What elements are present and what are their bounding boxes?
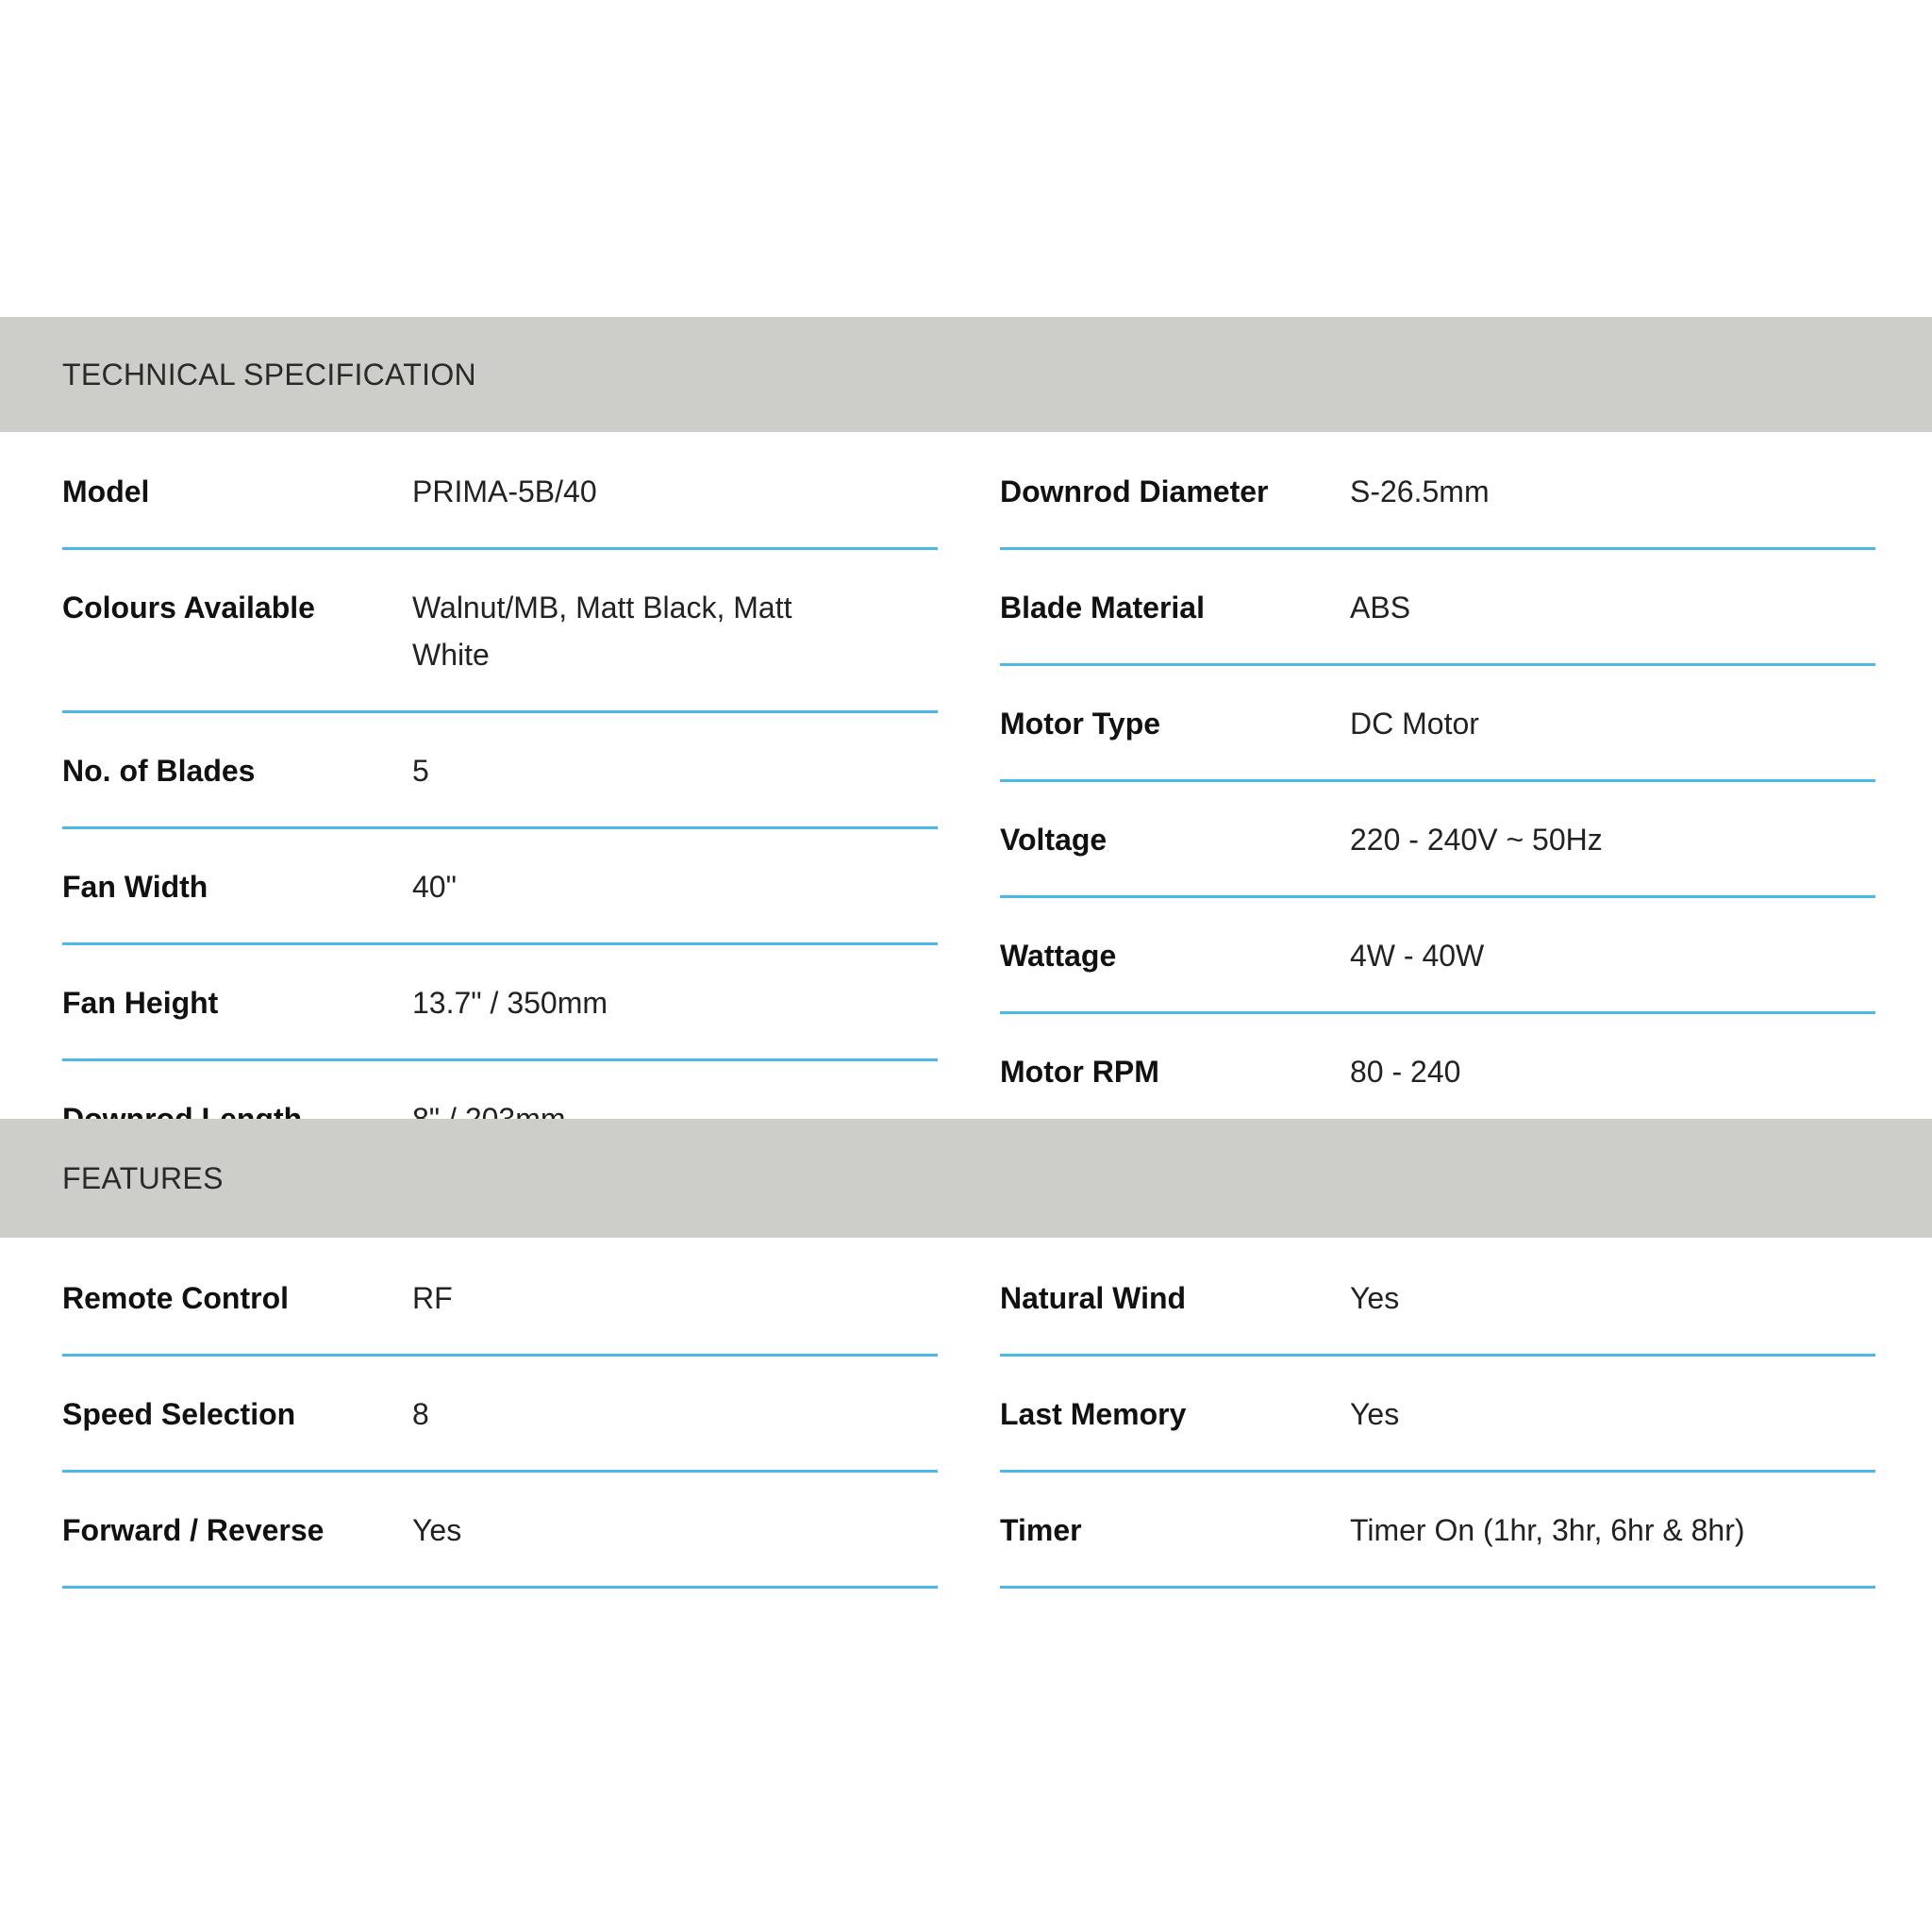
spec-value: 80 - 240 bbox=[1350, 1055, 1461, 1089]
spec-label: Blade Material bbox=[1000, 591, 1205, 625]
feature-label: Remote Control bbox=[62, 1281, 289, 1315]
spec-label: Model bbox=[62, 475, 150, 508]
spec-row-colours bbox=[62, 550, 938, 713]
feature-value: 8 bbox=[412, 1397, 429, 1431]
feature-row-natural-wind bbox=[1000, 1241, 1875, 1357]
feature-value: Yes bbox=[1350, 1281, 1400, 1315]
spec-value: Walnut/MB, Matt Black, Matt White bbox=[412, 591, 792, 672]
spec-value: PRIMA-5B/40 bbox=[412, 475, 597, 508]
spec-value: DC Motor bbox=[1350, 707, 1479, 741]
technical-specification-header bbox=[0, 317, 1932, 432]
spec-row-voltage bbox=[1000, 782, 1875, 898]
spec-label: Motor Type bbox=[1000, 707, 1161, 741]
spec-row-wattage bbox=[1000, 898, 1875, 1014]
spec-label: Downrod Diameter bbox=[1000, 475, 1269, 508]
spec-label: Fan Height bbox=[62, 986, 219, 1020]
spec-value: 40" bbox=[412, 870, 457, 904]
spec-value: 5 bbox=[412, 754, 429, 788]
spec-label: Fan Width bbox=[62, 870, 208, 904]
spec-row-motor-type bbox=[1000, 666, 1875, 782]
technical-right-column bbox=[1000, 434, 1875, 1130]
features-left-column bbox=[62, 1241, 938, 1589]
spec-value: S-26.5mm bbox=[1350, 475, 1490, 508]
feature-label: Natural Wind bbox=[1000, 1281, 1187, 1315]
feature-row-remote-control bbox=[62, 1241, 938, 1357]
spec-row-blade-material bbox=[1000, 550, 1875, 666]
spec-label: Wattage bbox=[1000, 939, 1117, 973]
spec-value: 220 - 240V ~ 50Hz bbox=[1350, 823, 1603, 857]
feature-row-speed-selection bbox=[62, 1357, 938, 1473]
spec-value: ABS bbox=[1350, 591, 1411, 625]
spec-row-fan-width bbox=[62, 829, 938, 945]
feature-row-forward-reverse bbox=[62, 1473, 938, 1589]
features-header bbox=[0, 1119, 1932, 1238]
section-title: FEATURES bbox=[62, 1160, 224, 1195]
features-right-column bbox=[1000, 1241, 1875, 1589]
feature-row-last-memory bbox=[1000, 1357, 1875, 1473]
spec-label: Voltage bbox=[1000, 823, 1108, 857]
spec-label: No. of Blades bbox=[62, 754, 256, 788]
spec-row-fan-height bbox=[62, 945, 938, 1061]
spec-row-model bbox=[62, 434, 938, 550]
feature-label: Forward / Reverse bbox=[62, 1513, 325, 1547]
spec-row-motor-rpm bbox=[1000, 1014, 1875, 1130]
feature-row-timer bbox=[1000, 1473, 1875, 1589]
spec-label: Motor RPM bbox=[1000, 1055, 1159, 1089]
spec-row-blades bbox=[62, 713, 938, 829]
spec-value: 4W - 40W bbox=[1350, 939, 1485, 973]
section-title: TECHNICAL SPECIFICATION bbox=[62, 357, 476, 391]
feature-label: Last Memory bbox=[1000, 1397, 1187, 1431]
feature-label: Timer bbox=[1000, 1513, 1082, 1547]
feature-value: Timer On (1hr, 3hr, 6hr & 8hr) bbox=[1350, 1513, 1745, 1547]
feature-value: Yes bbox=[412, 1513, 462, 1547]
spec-label: Colours Available bbox=[62, 591, 315, 625]
spec-row-downrod-diameter bbox=[1000, 434, 1875, 550]
spec-value: 13.7" / 350mm bbox=[412, 986, 608, 1020]
technical-left-column bbox=[62, 434, 938, 1177]
feature-label: Speed Selection bbox=[62, 1397, 296, 1431]
feature-value: Yes bbox=[1350, 1397, 1400, 1431]
feature-value: RF bbox=[412, 1281, 453, 1315]
